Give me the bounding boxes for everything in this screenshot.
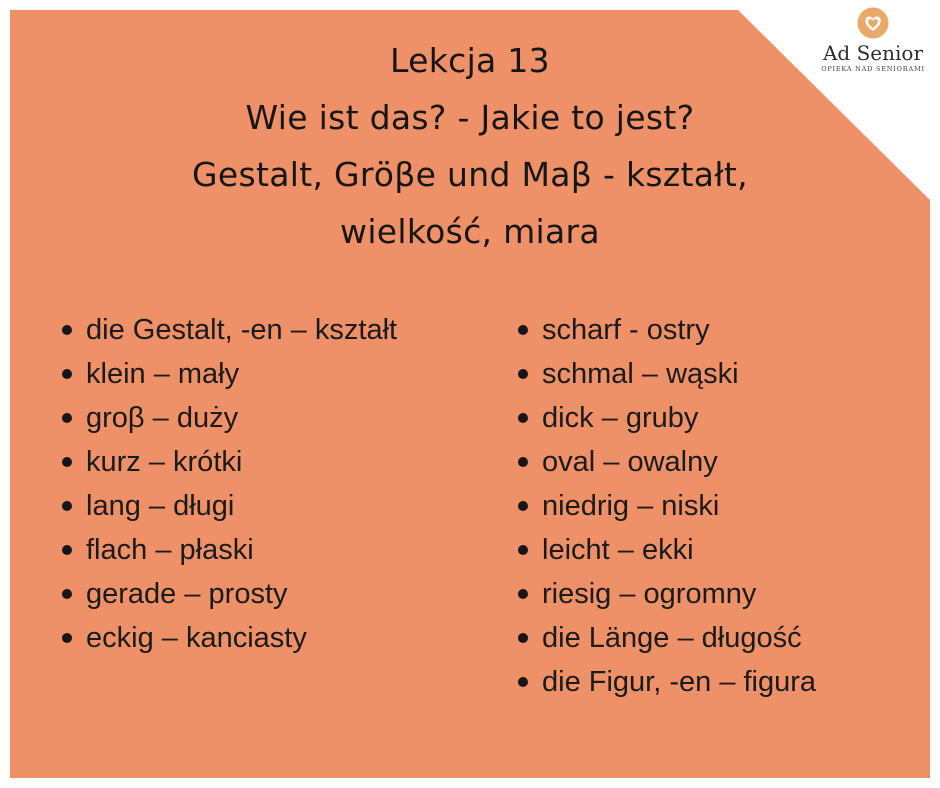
bullet-icon: [518, 589, 528, 599]
bullet-icon: [518, 369, 528, 379]
list-item: oval – owalny: [518, 440, 816, 484]
bullet-icon: [62, 457, 72, 467]
logo-brand-name: Ad Senior: [822, 41, 924, 65]
list-item: lang – długi: [62, 484, 397, 528]
title-line-lesson-number: Lekcja 13: [390, 41, 550, 80]
list-item: die Figur, -en – figura: [518, 660, 816, 704]
list-item: groβ – duży: [62, 396, 397, 440]
list-item: leicht – ekki: [518, 528, 816, 572]
ad-senior-logo: [818, 6, 928, 86]
list-item: klein – mały: [62, 352, 397, 396]
list-item: eckig – kanciasty: [62, 616, 397, 660]
list-item: scharf - ostry: [518, 308, 816, 352]
bullet-icon: [518, 633, 528, 643]
bullet-icon: [62, 413, 72, 423]
title-line-question: Wie ist das? - Jakie to jest?: [245, 98, 695, 137]
bullet-icon: [518, 413, 528, 423]
lesson-title: [10, 32, 930, 260]
list-item: dick – gruby: [518, 396, 816, 440]
vocab-list-right: [518, 308, 816, 704]
title-line-topic: Gestalt, Grӧβe und Maβ - kształt,: [192, 155, 748, 194]
lesson-card: [10, 10, 930, 778]
list-item: flach – płaski: [62, 528, 397, 572]
bullet-icon: [518, 545, 528, 555]
bullet-icon: [62, 325, 72, 335]
bullet-icon: [518, 325, 528, 335]
bullet-icon: [62, 633, 72, 643]
list-item: die Gestalt, -en – kształt: [62, 308, 397, 352]
vocab-list-left: [62, 308, 397, 660]
list-item: kurz – krótki: [62, 440, 397, 484]
logo-tagline: OPIEKA NAD SENIORAMI: [821, 65, 925, 73]
title-line-topic-cont: wielkość, miara: [340, 212, 600, 251]
list-item: schmal – wąski: [518, 352, 816, 396]
bullet-icon: [518, 457, 528, 467]
list-item: riesig – ogromny: [518, 572, 816, 616]
bullet-icon: [62, 369, 72, 379]
list-item: gerade – prosty: [62, 572, 397, 616]
bullet-icon: [62, 501, 72, 511]
bullet-icon: [62, 589, 72, 599]
list-item: die Länge – długość: [518, 616, 816, 660]
heart-icon: [856, 6, 890, 40]
bullet-icon: [518, 501, 528, 511]
bullet-icon: [62, 545, 72, 555]
list-item: niedrig – niski: [518, 484, 816, 528]
bullet-icon: [518, 677, 528, 687]
